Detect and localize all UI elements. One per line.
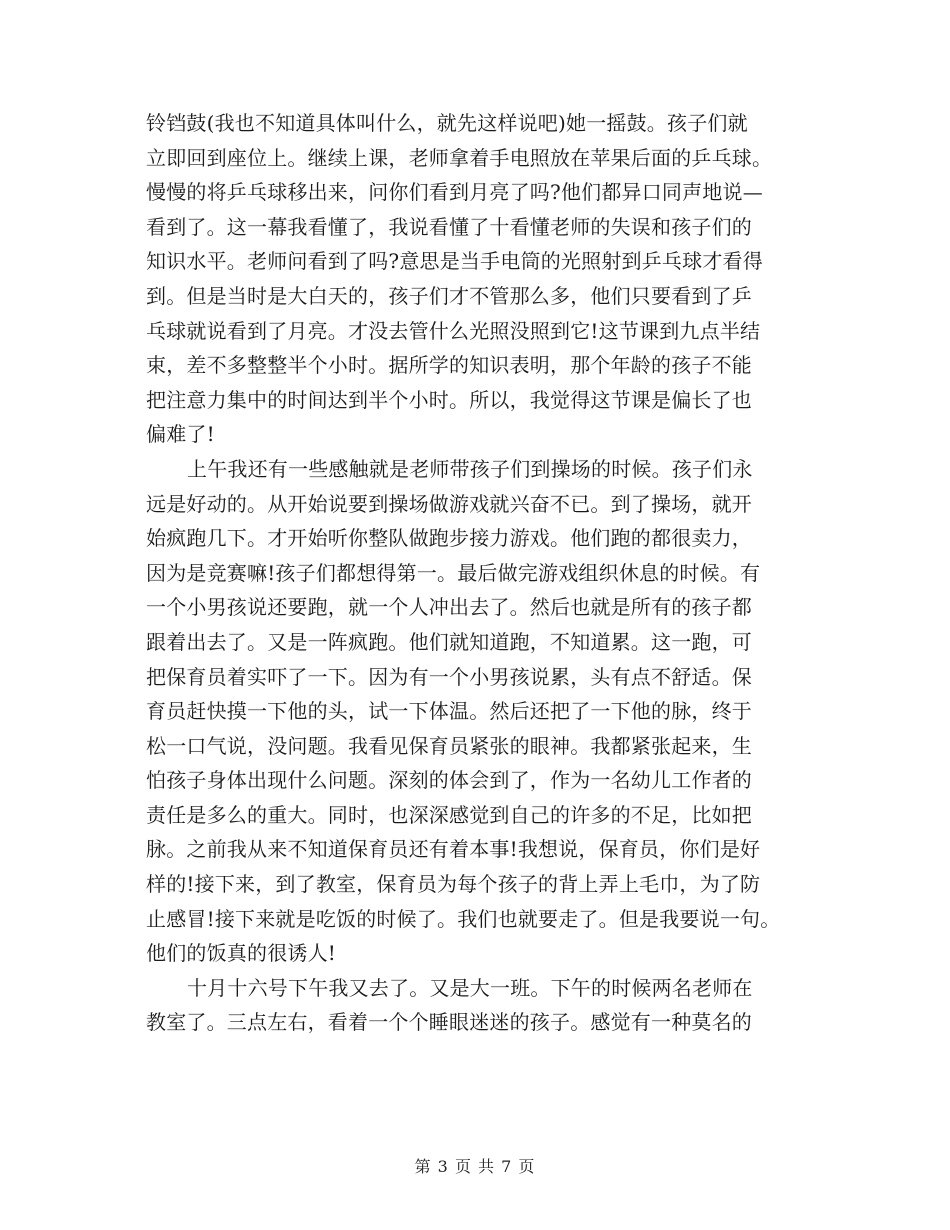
text-line: 脉。之前我从来不知道保育员还有着本事!我想说，保育员，你们是好 [146,837,761,862]
page-footer: 第 3 页 共 7 页 [414,1157,536,1176]
text-line: 怕孩子身体出现什么问题。深刻的体会到了，作为一名幼儿工作者的 [146,768,752,793]
text-line: 一个小男孩说还要跑，就一个人冲出去了。然后也就是所有的孩子都 [146,595,752,620]
text-line: 责任是多么的重大。同时，也深深感觉到自己的许多的不足，比如把 [146,802,752,827]
text-line: 把注意力集中的时间达到半个小时。所以，我觉得这节课是偏长了也 [146,387,752,412]
text-line: 到。但是当时是大白天的，孩子们才不管那么多，他们只要看到了乒 [146,283,752,308]
text-line: 松一口气说，没问题。我看见保育员紧张的眼神。我都紧张起来，生 [146,733,752,758]
text-line: 铃铛鼓(我也不知道具体叫什么，就先这样说吧)她一摇鼓。孩子们就 [146,111,748,135]
text-line: 因为是竞赛嘛!孩子们都想得第一。最后做完游戏组织休息的时候。有 [146,560,761,585]
paragraph-first-line: 十月十六号下午我又去了。又是大一班。下午的时候两名老师在 [187,975,753,1000]
text-line: 远是好动的。从开始说要到操场做游戏就兴奋不已。到了操场，就开 [146,491,752,516]
text-line: 始疯跑几下。才开始听你整队做跑步接力游戏。他们跑的都很卖力， [146,526,752,551]
text-line: 知识水平。老师问看到了吗?意思是当手电筒的光照射到乒乓球才看得 [146,249,763,274]
text-line: 把保育员着实吓了一下。因为有一个小男孩说累，头有点不舒适。保 [146,664,752,689]
paragraph-first-line: 上午我还有一些感触就是老师带孩子们到操场的时候。孩子们永 [187,456,753,481]
document-body [146,106,846,1040]
text-line: 止感冒!接下来就是吃饭的时候了。我们也就要走了。但是我要说一句。 [146,906,781,931]
text-line: 看到了。这一幕我看懂了，我说看懂了十看懂老师的失误和孩子们的 [146,214,752,239]
text-line: 育员赶快摸一下他的头，试一下体温。然后还把了一下他的脉，终于 [146,699,752,724]
text-line: 偏难了! [146,422,215,447]
text-line: 教室了。三点左右，看着一个个睡眼迷迷的孩子。感觉有一种莫名的 [146,1010,752,1035]
text-line: 立即回到座位上。继续上课，老师拿着手电照放在苹果后面的乒乓球。 [146,145,773,170]
text-line: 乓球就说看到了月亮。才没去管什么光照没照到它!这节课到九点半结 [146,318,761,343]
text-line: 跟着出去了。又是一阵疯跑。他们就知道跑，不知道累。这一跑，可 [146,629,752,654]
text-line: 慢慢的将乒乓球移出来，问你们看到月亮了吗?他们都异口同声地说— [146,180,763,205]
text-line: 样的!接下来，到了教室，保育员为每个孩子的背上弄上毛巾，为了防 [146,872,761,897]
text-line: 他们的饭真的很诱人! [146,941,337,966]
text-line: 束，差不多整整半个小时。据所学的知识表明，那个年龄的孩子不能 [146,353,752,378]
